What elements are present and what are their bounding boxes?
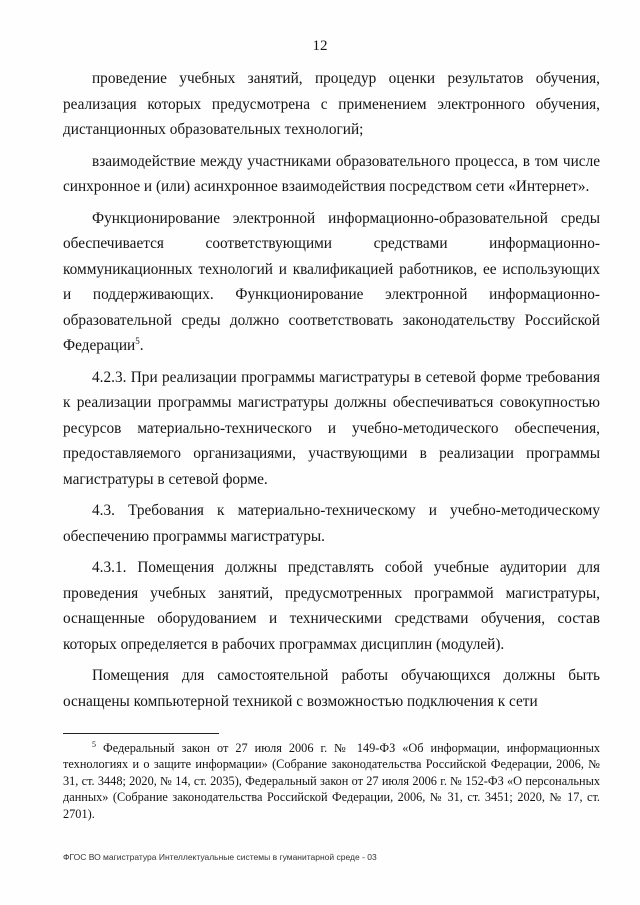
footnote-reference: 5 (135, 335, 140, 346)
footnote-text: Федеральный закон от 27 июля 2006 г. № 149-ФЗ «Об информации, информационных технологиях и о защите информации» (Собрание законодательства Российской Федерации, 2006, № 31, ст. 3448; 2020, № 14, ст. 2035), Федеральный закон от 27 июля 2006 г. № 152-ФЗ «О персональных данных» (Собрание законодательства Российской Федерации, 2006, № 31, ст. 3451; 2020, № 17, ст. 2701). (63, 741, 600, 821)
footnote-divider (63, 733, 219, 734)
paragraph: 4.3.1. Помещения должны представлять собой учебные аудитории для проведения учебных занятий, предусмотренных программой магистратуры, оснащенные оборудованием и техническими средствами обучения, состав которых определяется в рабочих программах дисциплин (модулей). (63, 559, 600, 653)
paragraph: взаимодействие между участниками образовательного процесса, в том числе синхронное и (или) асинхронное взаимодействия посредством сети «Интернет». (63, 152, 600, 195)
paragraph-text: Функционирование электронной информационно-образовательной среды обеспечивается соответствующими средствами информационно-коммуникационных технологий и квалификацией работников, ее использующих и поддерживающих. Функционирование электронной информационно-образовательной среды должно соответствовать законодательству Российской Федерации (63, 209, 600, 354)
sentence-end: . (139, 337, 144, 354)
body-text (63, 66, 600, 720)
paragraph (63, 206, 600, 359)
page-number: 12 (312, 38, 328, 54)
footnote (63, 740, 600, 822)
paragraph: 4.3. Требования к материально-техническому и учебно-методическому обеспечению программы магистратуры. (63, 502, 600, 545)
paragraph: Помещения для самостоятельной работы обучающихся должны быть оснащены компьютерной техникой с возможностью подключения к сети (63, 667, 600, 710)
paragraph: 4.2.3. При реализации программы магистратуры в сетевой форме требования к реализации программы магистратуры должны обеспечиваться совокупностью ресурсов материально-технического и учебно-методического обеспечения, предоставляемого организациями, участвующими в реализации программы магистратуры в сетевой форме. (63, 368, 600, 488)
paragraph: проведение учебных занятий, процедур оценки результатов обучения, реализация которых предусмотрена с применением электронного обучения, дистанционных образовательных технологий; (63, 70, 600, 138)
page-footer: ФГОС ВО магистратура Интеллектуальные системы в гуманитарной среде - 03 (63, 852, 377, 862)
footnote-marker: 5 (92, 739, 96, 749)
